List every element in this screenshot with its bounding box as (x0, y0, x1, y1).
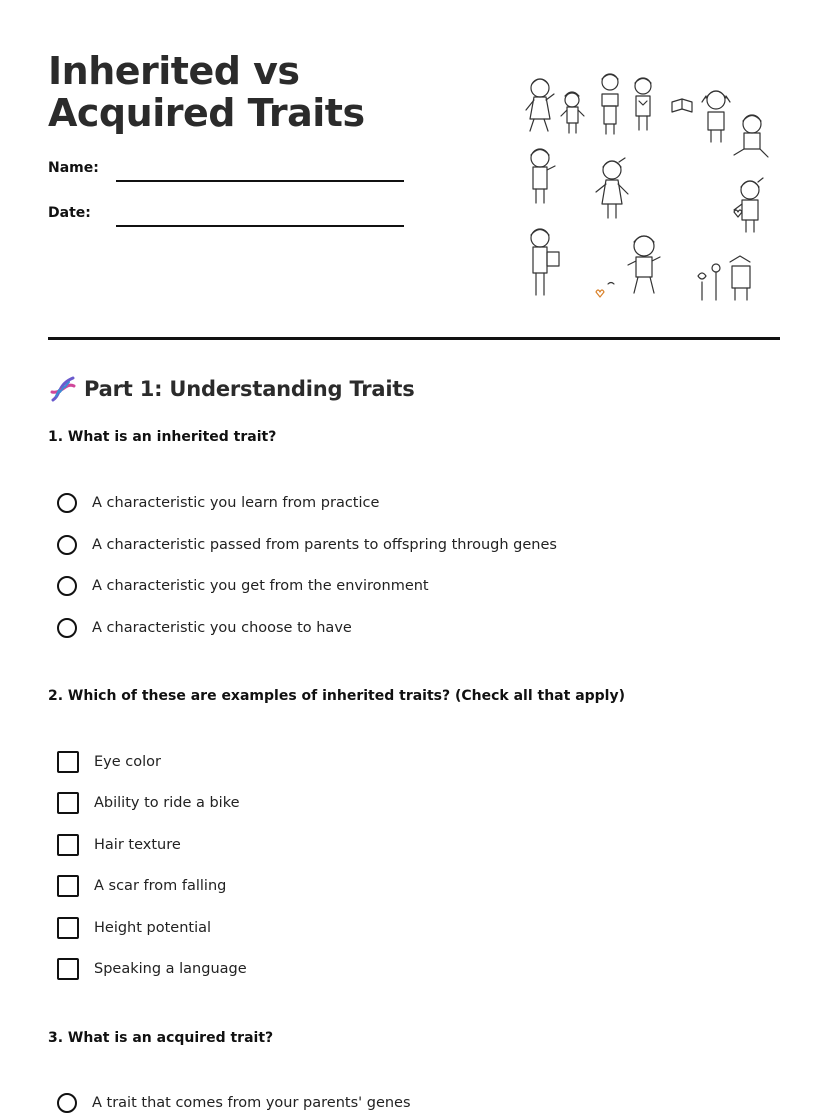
child-figure (531, 149, 555, 203)
radio-button[interactable] (57, 1093, 77, 1113)
date-label: Date: (48, 205, 91, 221)
option-label: A characteristic passed from parents to offspring through genes (92, 537, 557, 553)
option-label: Hair texture (94, 837, 181, 853)
child-figure (561, 92, 584, 133)
child-figure (602, 74, 618, 134)
children-illustration (520, 66, 782, 310)
child-figure (526, 79, 554, 131)
child-figure (734, 115, 768, 157)
child-figure (628, 236, 660, 293)
checkbox[interactable] (57, 875, 79, 897)
date-field[interactable] (116, 225, 404, 227)
question-2-option-3[interactable] (57, 833, 181, 857)
section-title: Part 1: Understanding Traits (84, 377, 415, 401)
question-2-option-1[interactable] (57, 750, 161, 774)
option-label: A characteristic you choose to have (92, 620, 352, 636)
question-1-option-3[interactable] (57, 574, 429, 598)
radio-button[interactable] (57, 493, 77, 513)
question-1-option-2[interactable] (57, 533, 557, 557)
dna-icon (48, 374, 78, 404)
question-3-text: 3. What is an acquired trait? (48, 1030, 274, 1046)
option-label: Speaking a language (94, 961, 247, 977)
child-figure (702, 91, 730, 142)
question-1-option-4[interactable] (57, 616, 352, 640)
question-1-text: 1. What is an inherited trait? (48, 429, 277, 445)
option-label: A characteristic you get from the environment (92, 578, 429, 594)
flower-figure (698, 264, 720, 300)
checkbox[interactable] (57, 751, 79, 773)
child-figure (734, 178, 763, 232)
worksheet-title: Inherited vs Acquired Traits (48, 49, 365, 135)
option-label: Eye color (94, 754, 161, 770)
option-label: A trait that comes from your parents' genes (92, 1095, 411, 1111)
child-figure (531, 229, 559, 295)
option-label: Height potential (94, 920, 212, 936)
question-2-option-5[interactable] (57, 916, 211, 940)
section-header (48, 372, 415, 406)
child-figure (635, 78, 651, 130)
radio-button[interactable] (57, 618, 77, 638)
question-2-option-2[interactable] (57, 791, 240, 815)
heart-figure (596, 290, 604, 297)
book-figure (672, 99, 692, 112)
option-label: Ability to ride a bike (94, 795, 240, 811)
option-label: A characteristic you learn from practice (92, 495, 380, 511)
leaf-figure (608, 283, 614, 285)
checkbox[interactable] (57, 958, 79, 980)
checkbox[interactable] (57, 834, 79, 856)
option-label: A scar from falling (94, 878, 227, 894)
checkbox[interactable] (57, 917, 79, 939)
name-label: Name: (48, 160, 99, 176)
question-2-option-4[interactable] (57, 874, 226, 898)
checkbox[interactable] (57, 792, 79, 814)
child-figure (730, 256, 750, 300)
question-2-text: 2. Which of these are examples of inherited traits? (Check all that apply) (48, 688, 626, 704)
question-3-option-1[interactable] (57, 1091, 411, 1115)
radio-button[interactable] (57, 535, 77, 555)
question-2-option-6[interactable] (57, 957, 247, 981)
name-field[interactable] (116, 180, 404, 182)
section-divider (48, 337, 780, 340)
child-figure (596, 158, 628, 218)
radio-button[interactable] (57, 576, 77, 596)
question-1-option-1[interactable] (57, 491, 379, 515)
